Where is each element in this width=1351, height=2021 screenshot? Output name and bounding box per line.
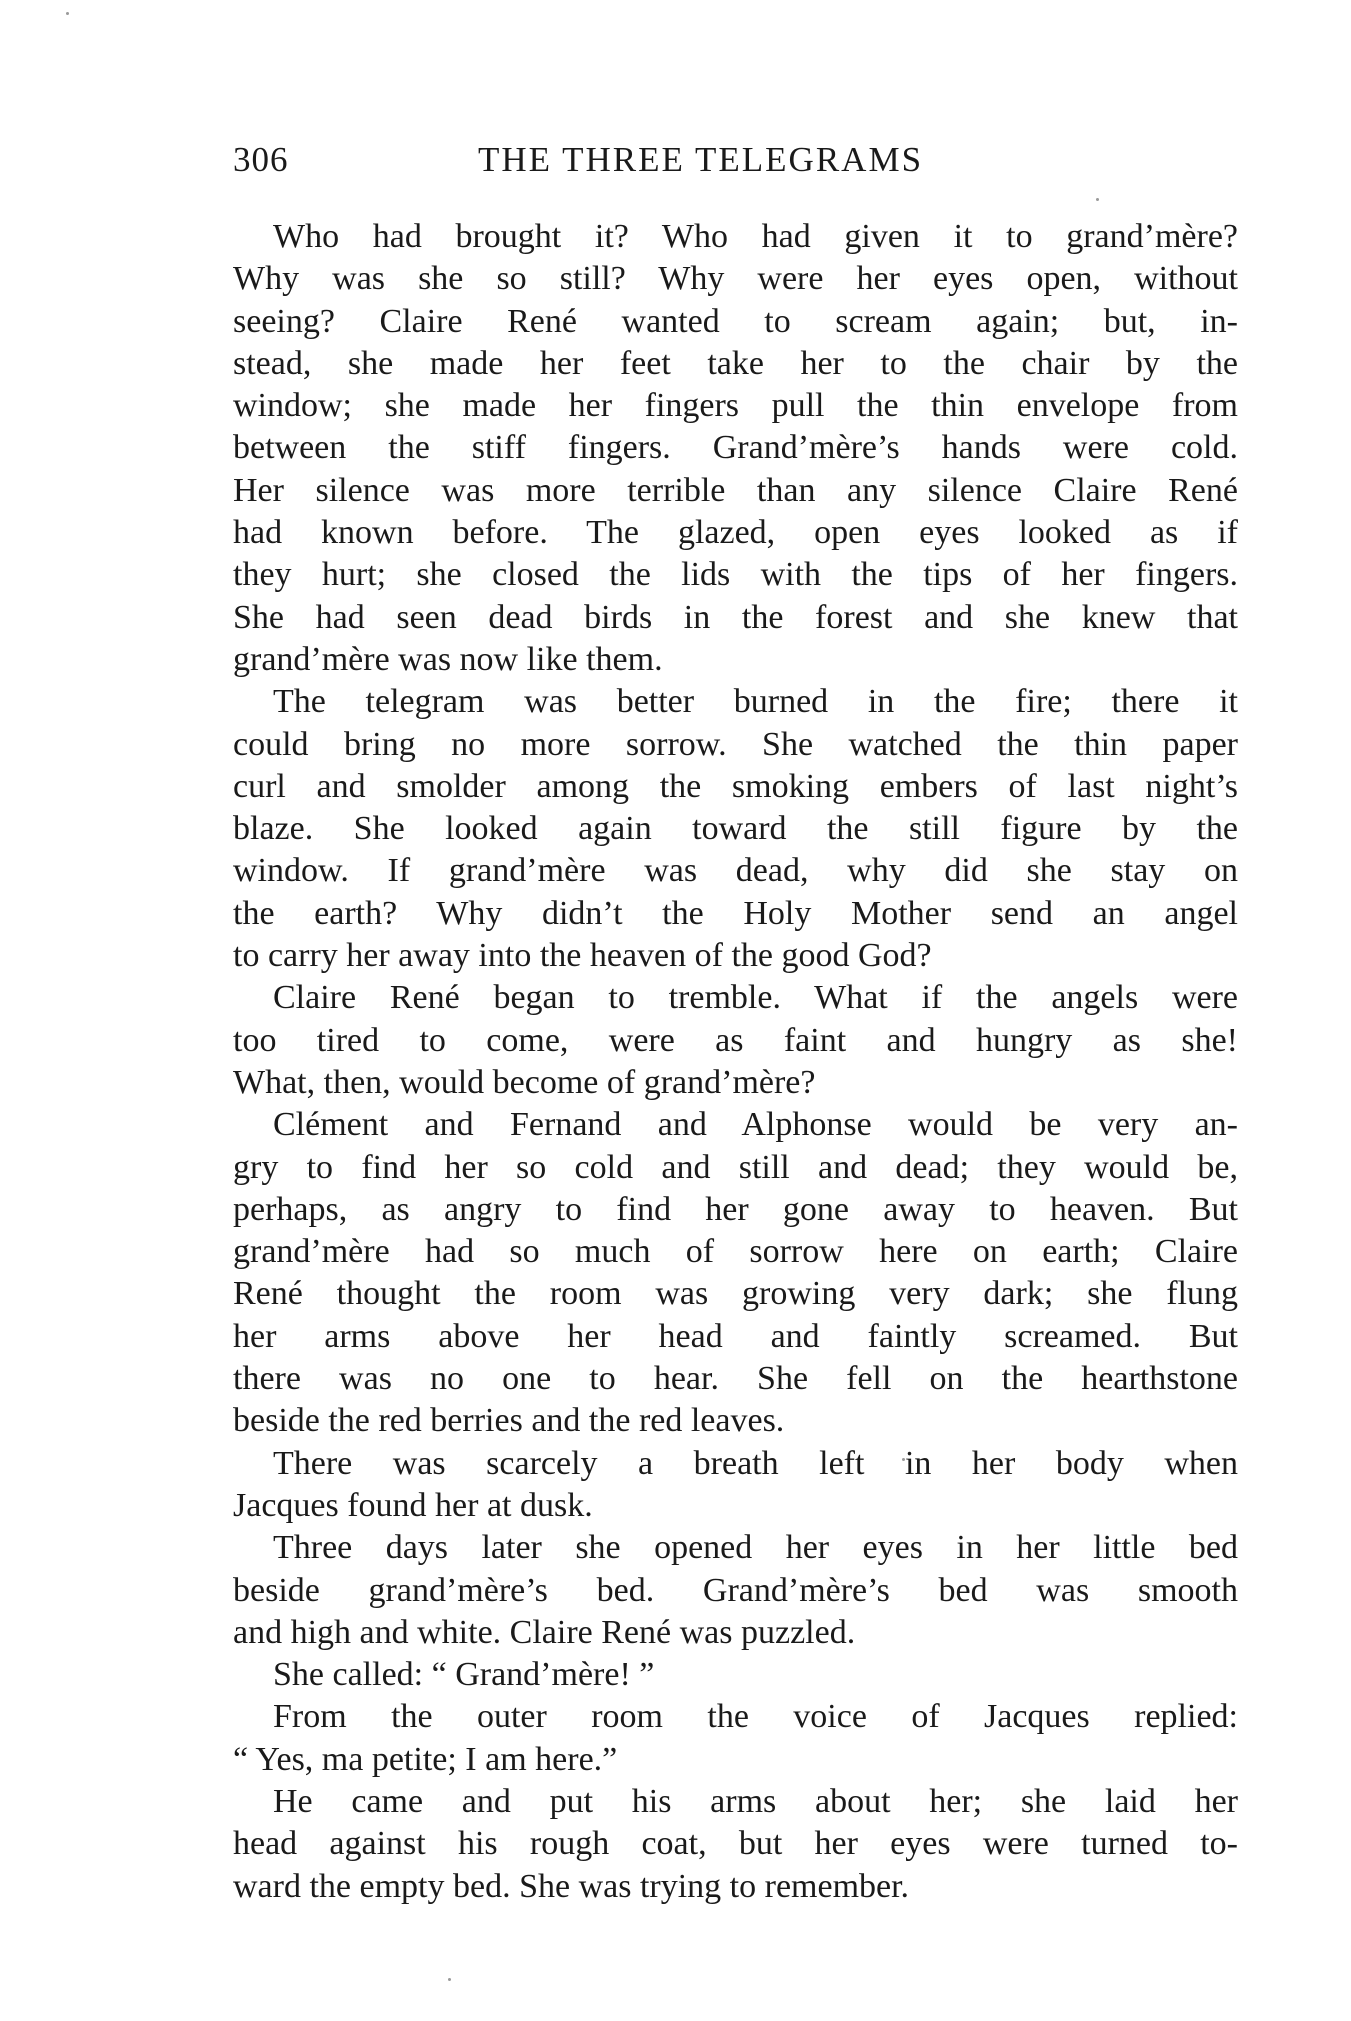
text-line: “ Yes, ma petite; I am here.” [233,1740,618,1778]
text-line: Claire René began to tremble. What if the angels were [273,979,1238,1017]
paper-speck [1096,198,1099,201]
text-line: beside grand’mère’s bed. Grand’mère’s bed was smooth [233,1571,1238,1609]
text-line: stead, she made her feet take her to the chair by the [233,344,1238,382]
text-line: gry to find her so cold and still and dead; they would be, [233,1148,1238,1186]
text-line: they hurt; she closed the lids with the tips of her fingers. [233,556,1238,594]
text-line: He came and put his arms about her; she laid her [273,1782,1238,1820]
body-text [233,216,1238,1908]
text-line: there was no one to hear. She fell on the hearthstone [233,1360,1238,1398]
text-line: perhaps, as angry to find her gone away to heaven. But [233,1190,1238,1228]
text-line: She had seen dead birds in the forest and she knew that [233,598,1238,636]
text-line: The telegram was better burned in the fire; there it [273,683,1238,721]
text-line: had known before. The glazed, open eyes looked as if [233,514,1238,552]
text-line: ward the empty bed. She was trying to remember. [233,1867,910,1905]
text-line: There was scarcely a breath left in her body when [273,1444,1238,1482]
text-line: window. If grand’mère was dead, why did she stay on [233,852,1238,890]
text-line: blaze. She looked again toward the still figure by the [233,810,1238,848]
text-line: between the stiff fingers. Grand’mère’s hands were cold. [233,429,1238,467]
text-line: René thought the room was growing very dark; she flung [233,1275,1238,1313]
running-head [233,140,1033,190]
text-line: Her silence was more terrible than any silence Claire René [233,471,1238,509]
text-line: to carry her away into the heaven of the good God? [233,937,932,975]
text-line: Who had brought it? Who had given it to grand’mère? [273,218,1238,255]
text-line: She called: “ Grand’mère! ” [273,1656,655,1694]
text-line: window; she made her fingers pull the thin envelope from [233,387,1238,425]
text-line: seeing? Claire René wanted to scream again; but, in- [233,302,1238,340]
text-line: head against his rough coat, but her eyes were turned to- [233,1825,1238,1863]
text-line: Clément and Fernand and Alphonse would be very an- [273,1106,1238,1144]
text-line: the earth? Why didn’t the Holy Mother send an angel [233,894,1238,932]
text-line: her arms above her head and faintly screamed. But [233,1317,1238,1355]
page-number: 306 [233,140,289,179]
text-line: curl and smolder among the smoking embers of last night’s [233,767,1238,805]
text-line: What, then, would become of grand’mère? [233,1063,816,1101]
running-title: THE THREE TELEGRAMS [478,140,924,179]
text-line: beside the red berries and the red leaves. [233,1402,785,1440]
text-line: grand’mère had so much of sorrow here on earth; Claire [233,1233,1238,1271]
paper-speck [448,1978,451,1981]
paper-speck [66,12,69,15]
text-line: and high and white. Claire René was puzzled. [233,1613,856,1651]
text-line: Why was she so still? Why were her eyes open, without [233,260,1238,298]
text-line: Jacques found her at dusk. [233,1486,593,1524]
text-line: Three days later she opened her eyes in her little bed [273,1529,1238,1567]
text-line: grand’mère was now like them. [233,640,663,678]
text-line: could bring no more sorrow. She watched the thin paper [233,725,1238,763]
text-line: too tired to come, were as faint and hungry as she! [233,1021,1238,1059]
text-line: From the outer room the voice of Jacques replied: [273,1698,1238,1736]
